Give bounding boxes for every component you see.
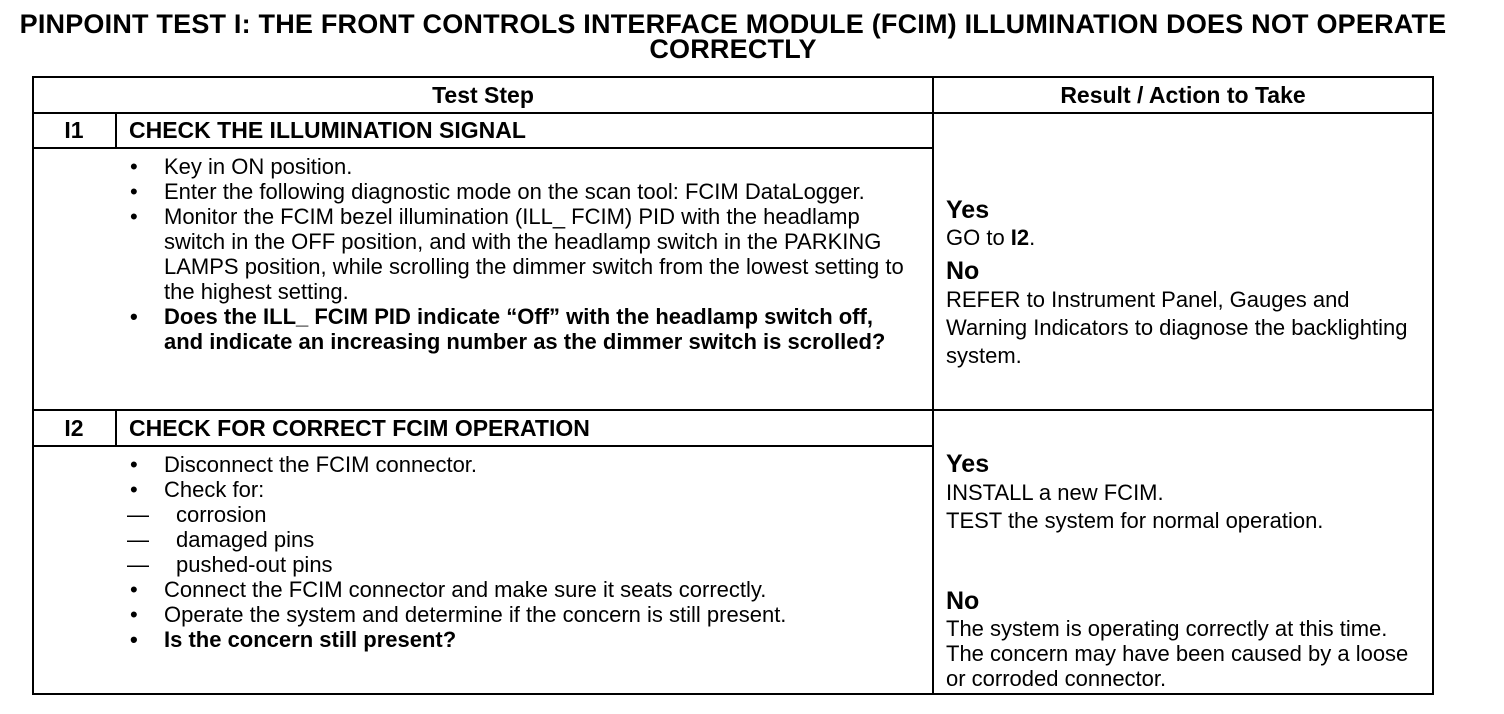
- result-i1: [946, 196, 1421, 370]
- list-item: • Monitor the FCIM bezel illumination (ILL_ FCIM) PID with the headlamp switch in the OFF position, and with the headlamp switch in the PARKING LAMPS position, while scrolling the dimmer switch from the lowest setting to the highest setting.: [127, 204, 917, 304]
- step-question: • Does the ILL_ FCIM PID indicate “Off” with the headlamp switch off, and indicate an increasing number as the dimmer switch is scrolled?: [127, 304, 917, 354]
- result-no-label: No: [946, 587, 980, 615]
- list-item: • Connect the FCIM connector and make sure it seats correctly.: [127, 577, 917, 602]
- result-yes-line1: INSTALL a new FCIM.: [946, 480, 1164, 505]
- sub-list-item: — pushed-out pins: [127, 552, 917, 577]
- result-yes-label: Yes: [946, 450, 990, 478]
- list-item: • Disconnect the FCIM connector.: [127, 452, 917, 477]
- result-no-label: No: [946, 257, 980, 285]
- header-test-step: Test Step: [432, 82, 534, 108]
- list-item: [127, 477, 917, 577]
- result-yes-prefix: GO to: [946, 225, 1011, 250]
- check-for-list: [127, 502, 917, 577]
- list-item: • Key in ON position.: [127, 154, 917, 179]
- result-yes-action: [946, 225, 1421, 250]
- sub-list-item: — damaged pins: [127, 527, 917, 552]
- list-item: • Operate the system and determine if the concern is still present.: [127, 602, 917, 627]
- step-i1-instructions: [127, 154, 917, 354]
- check-for-label: Check for:: [164, 477, 265, 502]
- step-id-i1: I1: [64, 117, 84, 143]
- step-i1-id-divider: [115, 112, 117, 149]
- result-yes-suffix: .: [1029, 225, 1036, 250]
- step-title-i1: CHECK THE ILLUMINATION SIGNAL: [129, 117, 526, 143]
- header-result-action: Result / Action to Take: [1060, 82, 1306, 108]
- step-i1-title-divider: [32, 147, 934, 149]
- page-title: PINPOINT TEST I: THE FRONT CONTROLS INTERFACE MODULE (FCIM) ILLUMINATION DOES NOT OPERATE CORRECTLY: [19, 9, 1447, 64]
- result-yes-label: Yes: [946, 196, 990, 224]
- list-item: • Enter the following diagnostic mode on the scan tool: FCIM DataLogger.: [127, 179, 917, 204]
- result-no-text: The system is operating correctly at this time. The concern may have been caused by a loose or corroded connector.: [946, 616, 1409, 691]
- column-divider: [932, 76, 934, 695]
- step-divider: [32, 409, 1434, 411]
- sub-list-item: — corrosion: [127, 502, 917, 527]
- step-i2-instructions: [127, 452, 917, 652]
- step-i2-id-divider: [115, 409, 117, 447]
- step-title-i2: CHECK FOR CORRECT FCIM OPERATION: [129, 415, 590, 441]
- step-id-i2: I2: [64, 415, 84, 441]
- result-yes-line2: TEST the system for normal operation.: [946, 508, 1324, 533]
- step-i2-title-divider: [32, 445, 934, 447]
- result-yes-target: I2: [1010, 225, 1030, 250]
- step-question: • Is the concern still present?: [127, 627, 917, 652]
- result-i2: [946, 450, 1426, 691]
- result-no-text: REFER to Instrument Panel, Gauges and Warning Indicators to diagnose the backlighting system.: [946, 287, 1408, 368]
- header-divider: [32, 112, 1434, 114]
